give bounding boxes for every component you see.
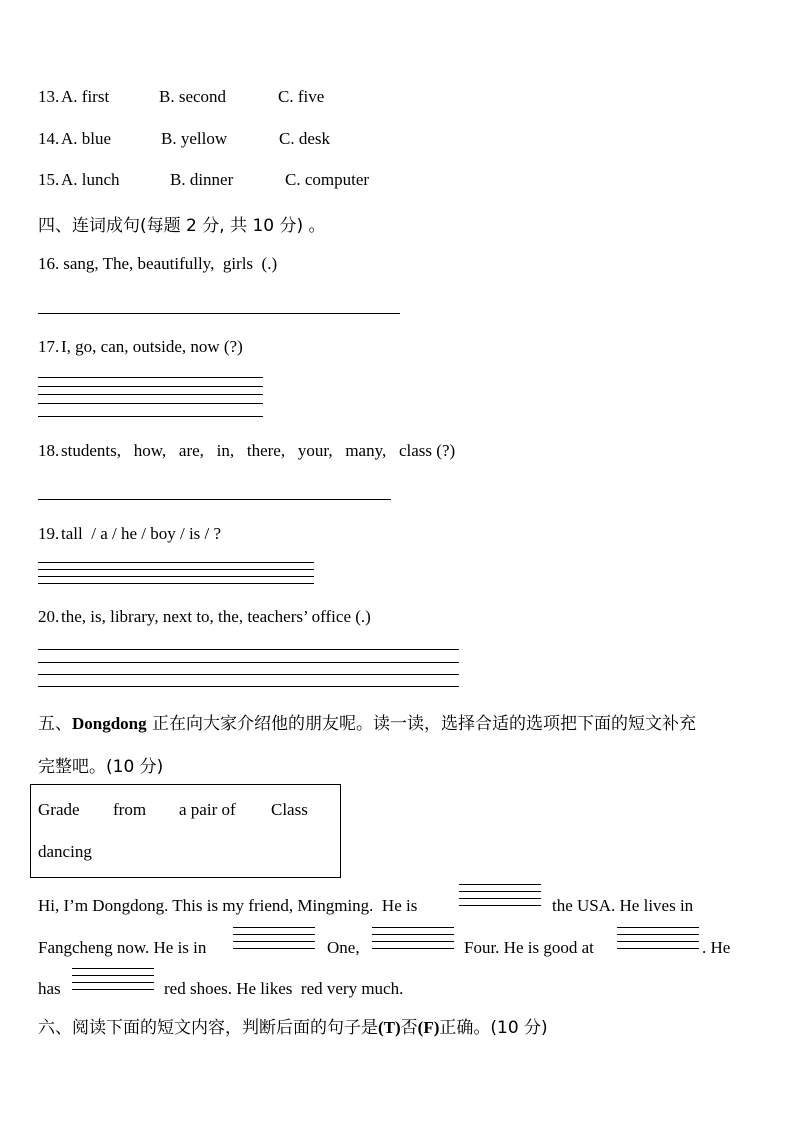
option-a: A. lunch (61, 170, 120, 189)
passage-line-3a: has (38, 979, 61, 998)
question-text: I, go, can, outside, now (?) (61, 337, 243, 356)
question-number: 14. (38, 129, 60, 148)
question-number: 13. (38, 87, 60, 106)
fill-blank-1[interactable] (459, 884, 541, 908)
title-name: Dongdong (72, 714, 147, 733)
word-bank-item: a pair of (179, 800, 236, 819)
true-marker: (T) (378, 1018, 401, 1037)
question-text: sang, The, beautifully, girls (.) (59, 254, 278, 273)
option-c: C. desk (279, 129, 330, 148)
fill-blank-2[interactable] (233, 927, 315, 951)
question-number: 18. (38, 441, 60, 460)
option-c: C. five (278, 87, 325, 106)
section-5-title-line2: 完整吧。(10 分) (38, 757, 164, 777)
title-part: 否 (400, 1018, 418, 1038)
answer-line[interactable] (38, 313, 400, 314)
passage-line-1b: the USA. He lives in (552, 896, 694, 915)
question-text: tall / a / he / boy / is / ? (61, 524, 222, 543)
word-bank-item: Grade (38, 800, 80, 819)
passage-line-2d: . He (702, 938, 731, 957)
word-bank-box (30, 784, 341, 878)
passage-line-3b: red shoes. He likes red very much. (164, 979, 404, 998)
option-a: A. first (61, 87, 110, 106)
fill-blank-4[interactable] (617, 927, 699, 951)
question-text: the, is, library, next to, the, teachers’ office (.) (61, 607, 371, 626)
title-part: 六、阅读下面的短文内容，判断后面的句子是 (38, 1018, 378, 1038)
question-text: students, how, are, in, there, your, many, class (?) (61, 441, 456, 460)
option-b: B. second (159, 87, 227, 106)
word-bank-item: Class (271, 800, 308, 819)
word-bank-item: from (113, 800, 147, 819)
option-a: A. blue (61, 129, 112, 148)
question-number: 16. (38, 254, 60, 273)
passage-line-2b: One, (327, 938, 360, 957)
title-prefix: 五、 (38, 714, 72, 734)
title-rest: 正在向大家介绍他的朋友呢。读一读，选择合适的选项把下面的短文补充 (146, 714, 697, 734)
answer-line[interactable] (38, 499, 391, 500)
title-part: 正确。(10 分) (439, 1018, 548, 1038)
question-number: 15. (38, 170, 60, 189)
option-b: B. dinner (170, 170, 234, 189)
option-b: B. yellow (161, 129, 228, 148)
question-number: 20. (38, 607, 60, 626)
option-c: C. computer (285, 170, 370, 189)
fill-blank-5[interactable] (72, 968, 154, 992)
section-4-title: 四、连词成句(每题 2 分, 共 10 分) 。 (38, 216, 326, 236)
fill-blank-3[interactable] (372, 927, 454, 951)
word-bank-item: dancing (38, 842, 92, 861)
question-number: 19. (38, 524, 60, 543)
passage-line-1a: Hi, I’m Dongdong. This is my friend, Mingming. He is (38, 896, 418, 915)
section-5-title (38, 709, 696, 734)
false-marker: (F) (417, 1018, 440, 1037)
passage-line-2a: Fangcheng now. He is in (38, 938, 207, 957)
section-6-title (38, 1013, 548, 1038)
passage-line-2c: Four. He is good at (464, 938, 594, 957)
question-number: 17. (38, 337, 60, 356)
